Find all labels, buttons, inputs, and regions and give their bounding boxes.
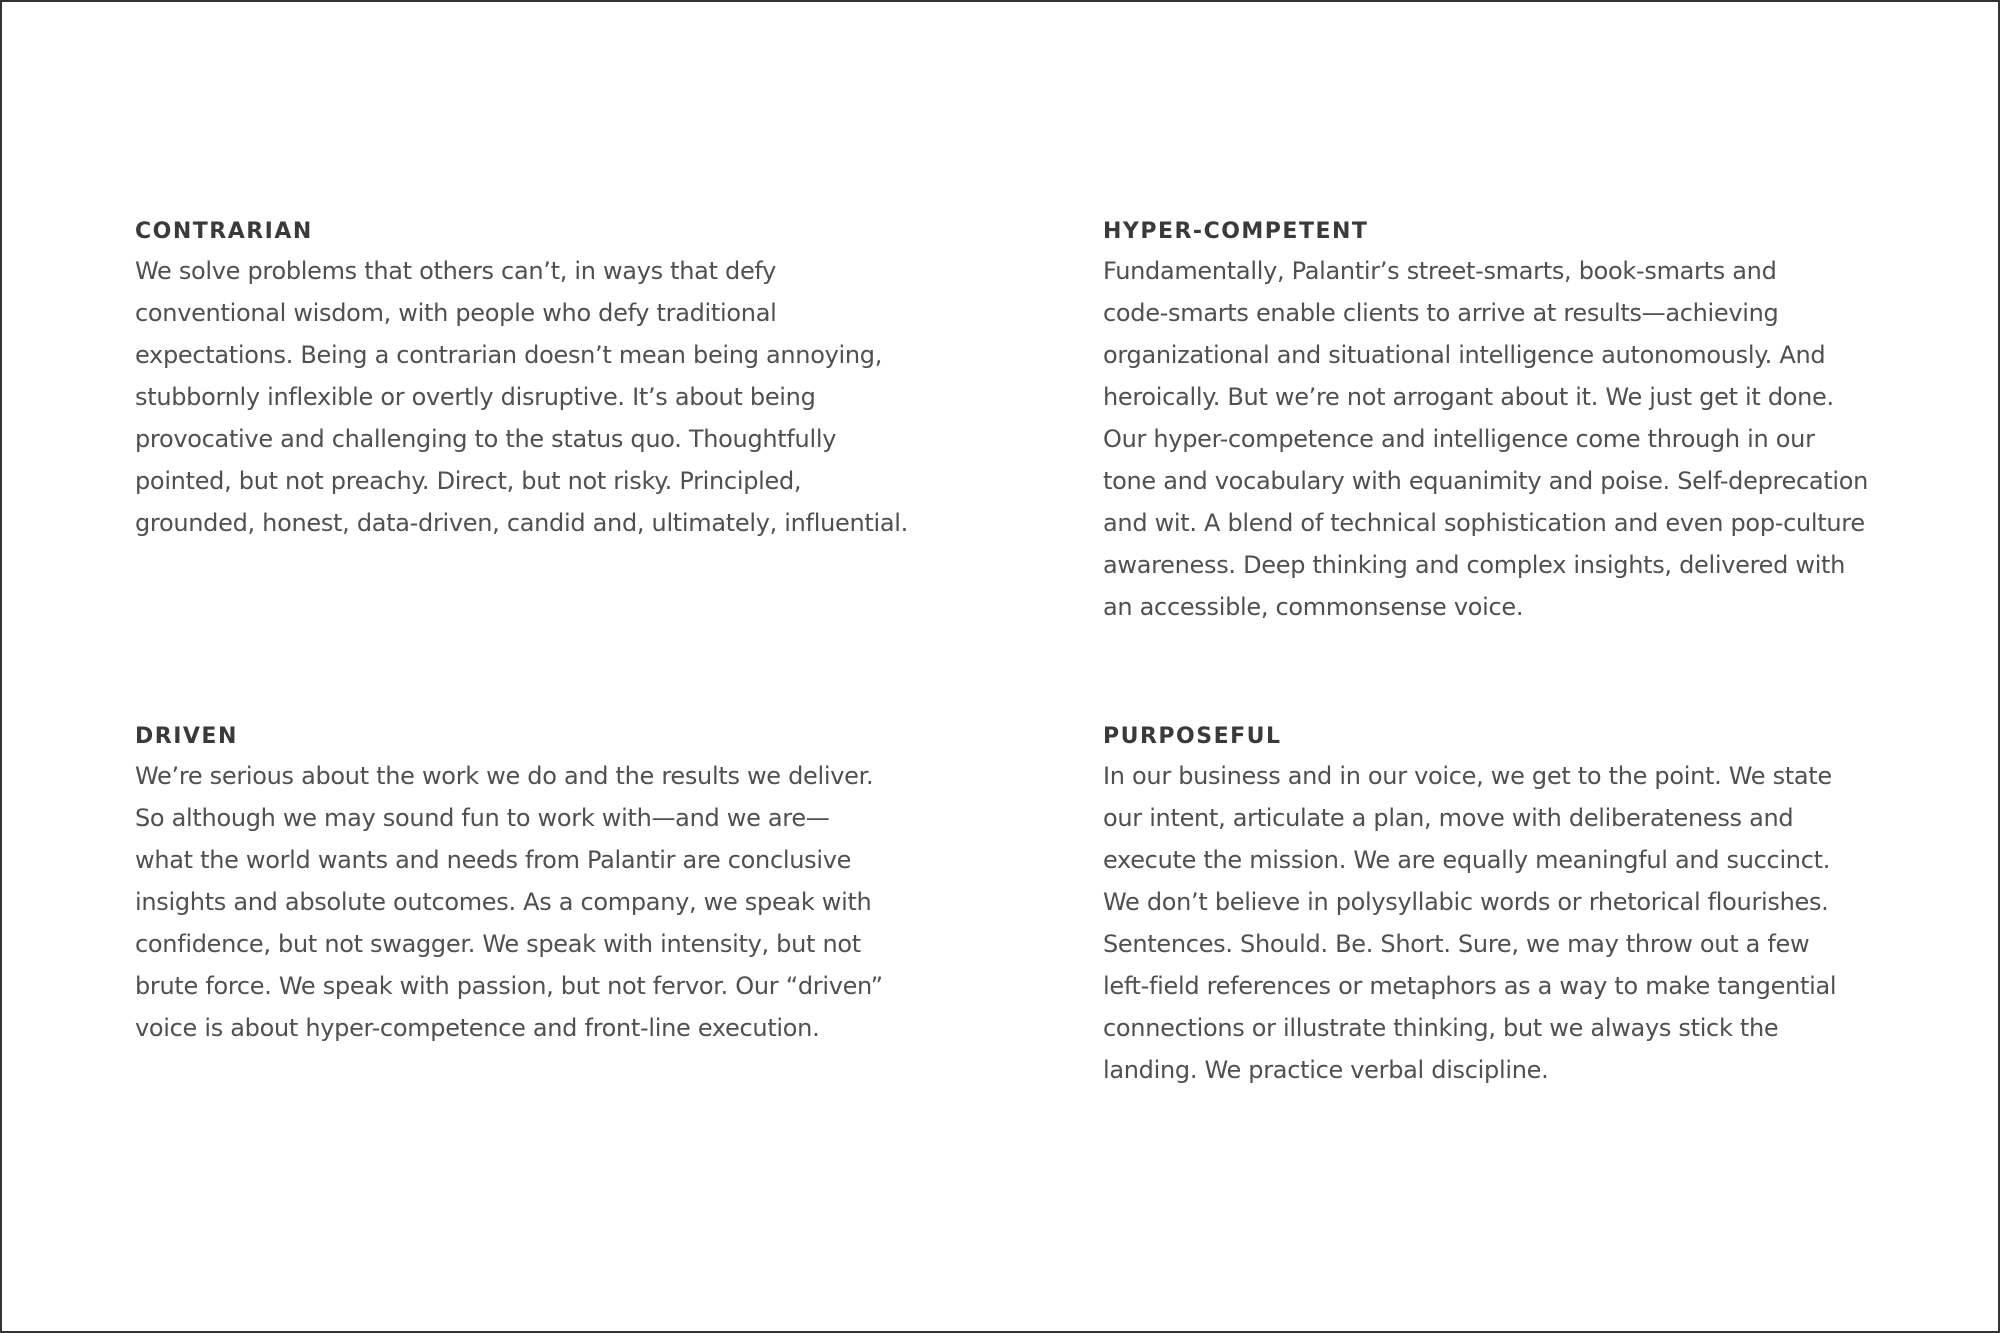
section-body: [135, 755, 955, 1049]
body-line: We’re serious about the work we do and the results we deliver.: [135, 762, 874, 790]
body-line: an accessible, commonsense voice.: [1103, 593, 1524, 621]
body-line: connections or illustrate thinking, but we always stick the: [1103, 1014, 1779, 1042]
section-hyper-competent: [1103, 214, 1923, 628]
body-line: brute force. We speak with passion, but not fervor. Our “driven”: [135, 972, 883, 1000]
body-line: insights and absolute outcomes. As a company, we speak with: [135, 888, 872, 916]
section-contrarian: [135, 214, 955, 544]
body-line: So although we may sound fun to work with—and we are—: [135, 804, 830, 832]
body-line: heroically. But we’re not arrogant about it. We just get it done.: [1103, 383, 1834, 411]
section-body: [1103, 250, 1923, 628]
body-line: code-smarts enable clients to arrive at results—achieving: [1103, 299, 1779, 327]
body-line: tone and vocabulary with equanimity and poise. Self-deprecation: [1103, 467, 1869, 495]
section-purposeful: [1103, 719, 1923, 1091]
body-line: our intent, articulate a plan, move with deliberateness and: [1103, 804, 1794, 832]
section-body: [135, 250, 955, 544]
body-line: conventional wisdom, with people who defy traditional: [135, 299, 777, 327]
body-line: left-field references or metaphors as a way to make tangential: [1103, 972, 1837, 1000]
body-line: In our business and in our voice, we get to the point. We state: [1103, 762, 1832, 790]
section-driven: [135, 719, 955, 1049]
body-line: voice is about hyper-competence and front-line execution.: [135, 1014, 820, 1042]
section-heading: DRIVEN: [135, 724, 238, 749]
section-heading: PURPOSEFUL: [1103, 724, 1282, 749]
body-line: pointed, but not preachy. Direct, but not risky. Principled,: [135, 467, 802, 495]
section-heading: CONTRARIAN: [135, 219, 313, 244]
body-line: provocative and challenging to the status quo. Thoughtfully: [135, 425, 837, 453]
body-line: and wit. A blend of technical sophistication and even pop-culture: [1103, 509, 1865, 537]
body-line: grounded, honest, data-driven, candid and, ultimately, influential.: [135, 509, 908, 537]
body-line: awareness. Deep thinking and complex insights, delivered with: [1103, 551, 1846, 579]
body-line: Our hyper-competence and intelligence come through in our: [1103, 425, 1815, 453]
body-line: organizational and situational intelligence autonomously. And: [1103, 341, 1826, 369]
body-line: stubbornly inflexible or overtly disruptive. It’s about being: [135, 383, 816, 411]
body-line: We don’t believe in polysyllabic words or rhetorical flourishes.: [1103, 888, 1829, 916]
section-heading: HYPER-COMPETENT: [1103, 219, 1369, 244]
body-line: what the world wants and needs from Palantir are conclusive: [135, 846, 852, 874]
body-line: Fundamentally, Palantir’s street-smarts, book-smarts and: [1103, 257, 1777, 285]
section-body: [1103, 755, 1923, 1091]
body-line: expectations. Being a contrarian doesn’t mean being annoying,: [135, 341, 883, 369]
body-line: We solve problems that others can’t, in ways that defy: [135, 257, 777, 285]
body-line: landing. We practice verbal discipline.: [1103, 1056, 1549, 1084]
body-line: confidence, but not swagger. We speak with intensity, but not: [135, 930, 861, 958]
body-line: Sentences. Should. Be. Short. Sure, we may throw out a few: [1103, 930, 1810, 958]
body-line: execute the mission. We are equally meaningful and succinct.: [1103, 846, 1831, 874]
